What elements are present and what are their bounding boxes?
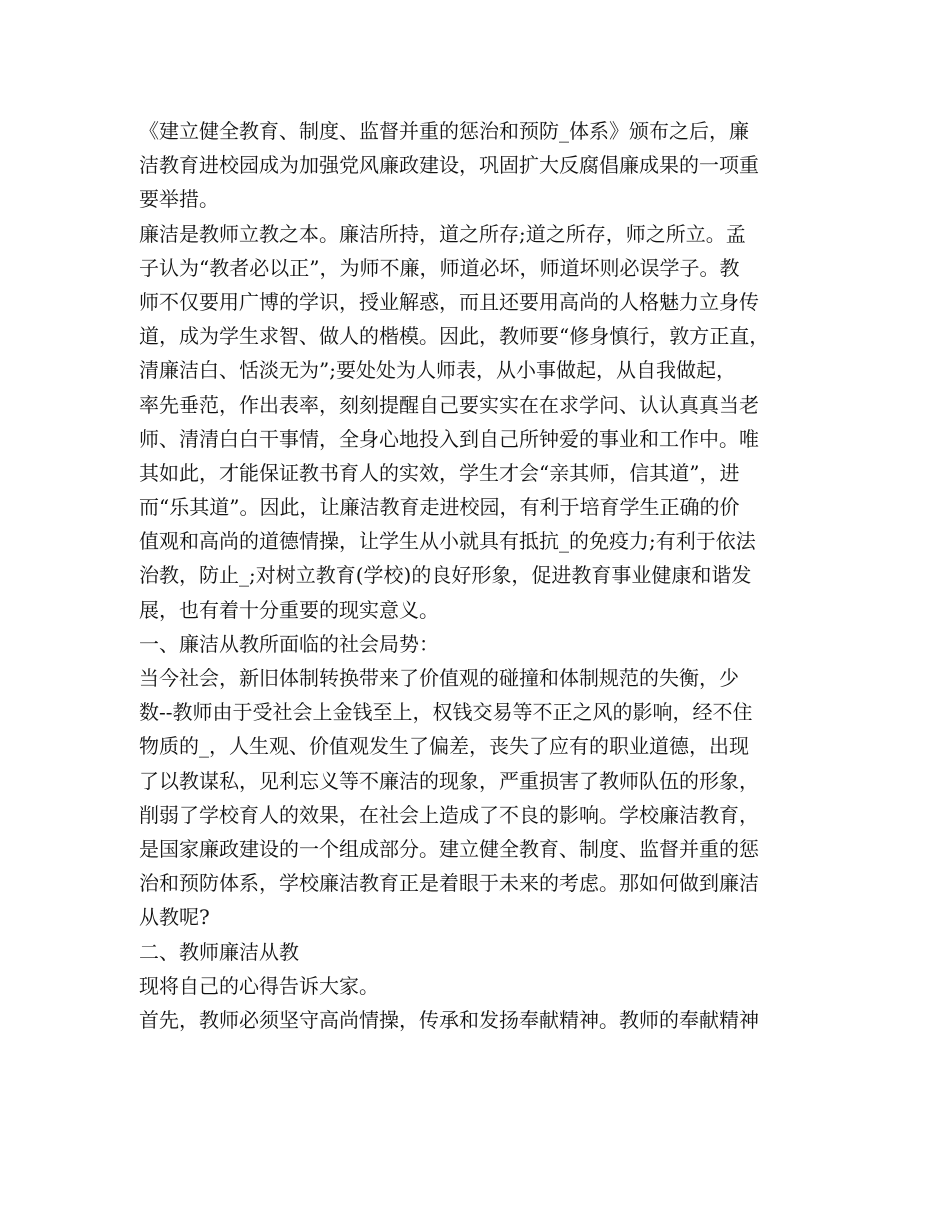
text-line: 削弱了学校育人的效果，在社会上造成了不良的影响。学校廉洁教育， (139, 802, 759, 827)
text-line: 数--教师由于受社会上金钱至上，权钱交易等不正之风的影响，经不住 (139, 700, 753, 725)
text-line: 现将自己的心得告诉大家。 (139, 973, 379, 998)
text-line: 廉洁是教师立教之本。廉洁所持，道之所存;道之所存，师之所立。孟 (139, 221, 746, 246)
text-line: 展，也有着十分重要的现实意义。 (139, 597, 439, 622)
document-body (139, 114, 829, 1037)
text-line: 子认为“教者必以正”，为师不廉，师道必坏，师道坏则必误学子。教 (139, 255, 740, 280)
text-line: 从教呢? (139, 905, 210, 930)
text-line: 道，成为学生求智、做人的楷模。因此，教师要“修身慎行，敦方正直， (139, 324, 770, 349)
text-line: 师不仅要用广博的学识，授业解惑，而且还要用高尚的人格魅力立身传 (139, 289, 759, 314)
text-line: 而“乐其道”。因此，让廉洁教育走进校园，有利于培育学生正确的价 (139, 495, 740, 520)
text-line: 师、清清白白干事情，全身心地投入到自己所钟爱的事业和工作中。唯 (139, 426, 759, 451)
text-line: 是国家廉政建设的一个组成部分。建立健全教育、制度、监督并重的惩 (139, 836, 759, 861)
text-line: 治教，防止_;对树立教育(学校)的良好形象，促进教育事业健康和谐发 (139, 563, 752, 588)
text-line: 其如此，才能保证教书育人的实效，学生才会“亲其师，信其道”，进 (139, 460, 740, 485)
text-line: 治和预防体系，学校廉洁教育正是着眼于未来的考虑。那如何做到廉洁 (139, 871, 759, 896)
section-heading: 一、廉洁从教所面临的社会局势： (139, 631, 439, 656)
section-heading: 二、教师廉洁从教 (139, 939, 299, 964)
text-line: 值观和高尚的道德情操，让学生从小就具有抵抗_的免疫力;有利于依法 (139, 529, 756, 554)
text-line: 率先垂范，作出表率，刻刻提醒自己要实实在在求学问、认认真真当老 (139, 392, 759, 417)
text-line: 当今社会，新旧体制转换带来了价值观的碰撞和体制规范的失衡，少 (139, 666, 739, 690)
text-line: 物质的_，人生观、价值观发生了偏差，丧失了应有的职业道德，出现 (139, 734, 749, 759)
text-line: 洁教育进校园成为加强党风廉政建设，巩固扩大反腐倡廉成果的一项重 (139, 153, 759, 178)
text-line: 清廉洁白、恬淡无为”;要处处为人师表，从小事做起，从自我做起， (139, 358, 736, 383)
text-line: 《建立健全教育、制度、监督并重的惩治和预防_体系》颁布之后，廉 (139, 119, 749, 143)
text-line: 要举措。 (139, 187, 219, 212)
text-line: 了以教谋私，见利忘义等不廉洁的现象，严重损害了教师队伍的形象， (139, 768, 759, 793)
text-line: 首先，教师必须坚守高尚情操，传承和发扬奉献精神。教师的奉献精神 (139, 1007, 759, 1032)
